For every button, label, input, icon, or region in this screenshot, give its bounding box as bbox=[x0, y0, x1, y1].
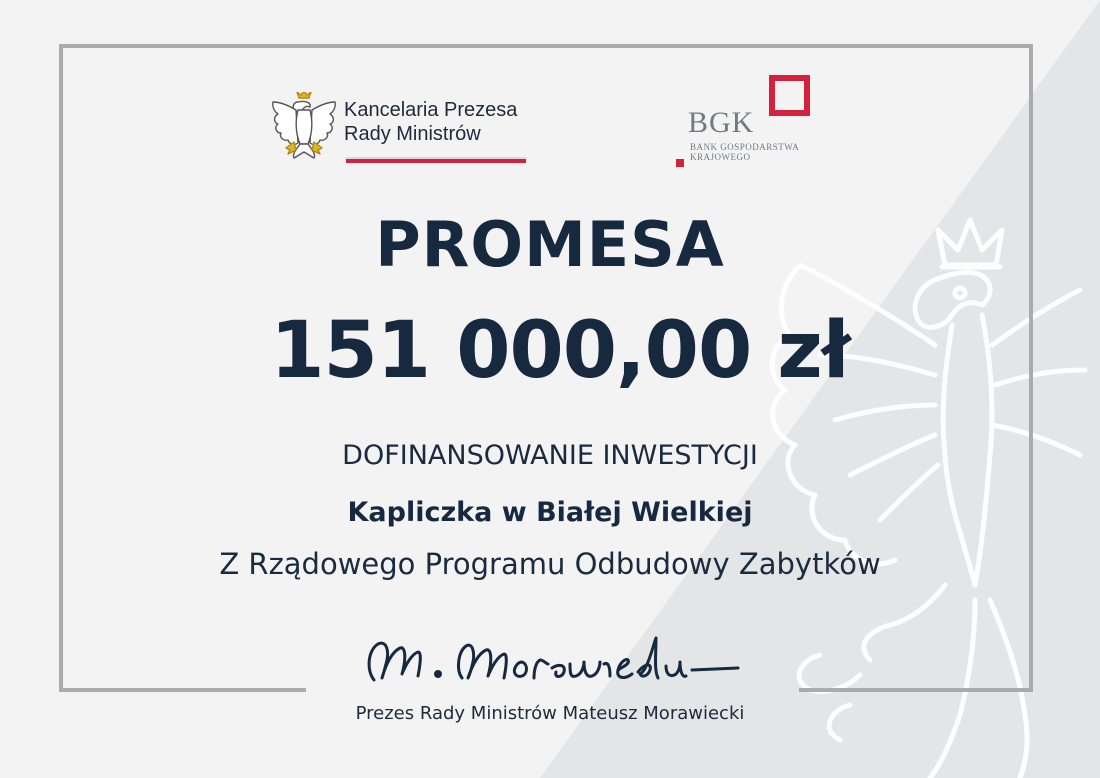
eagle-watermark-icon bbox=[720, 205, 1100, 778]
certificate-subtitle: DOFINANSOWANIE INWESTYCJI bbox=[342, 440, 758, 471]
kprm-flag-line bbox=[346, 157, 526, 163]
certificate-amount: 151 000,00 zł bbox=[270, 306, 850, 396]
frame-bottom-left bbox=[59, 688, 306, 692]
bgk-dot-icon bbox=[676, 159, 684, 167]
frame-top bbox=[59, 44, 1033, 48]
kprm-name-line1: Kancelaria Prezesa bbox=[344, 99, 518, 121]
program-name: Z Rządowego Programu Odbudowy Zabytków bbox=[219, 547, 881, 581]
bgk-subtitle-line1: BANK GOSPODARSTWA bbox=[690, 142, 800, 152]
polish-eagle-icon bbox=[272, 92, 336, 162]
project-name: Kapliczka w Białej Wielkiej bbox=[347, 497, 753, 528]
handwritten-signature bbox=[356, 630, 746, 690]
bgk-subtitle-line2: KRAJOWEGO bbox=[690, 152, 751, 162]
kprm-name bbox=[344, 98, 517, 146]
bgk-subtitle bbox=[690, 142, 799, 162]
bgk-logo bbox=[672, 72, 832, 172]
kprm-name-line2: Rady Ministrów bbox=[344, 123, 481, 145]
kprm-logo bbox=[272, 92, 532, 167]
frame-bottom-right bbox=[799, 688, 1033, 692]
certificate-title: PROMESA bbox=[375, 208, 725, 281]
signer-caption: Prezes Rady Ministrów Mateusz Morawiecki bbox=[355, 703, 745, 724]
bgk-name: BGK bbox=[688, 106, 755, 139]
bgk-square-icon bbox=[769, 75, 810, 116]
